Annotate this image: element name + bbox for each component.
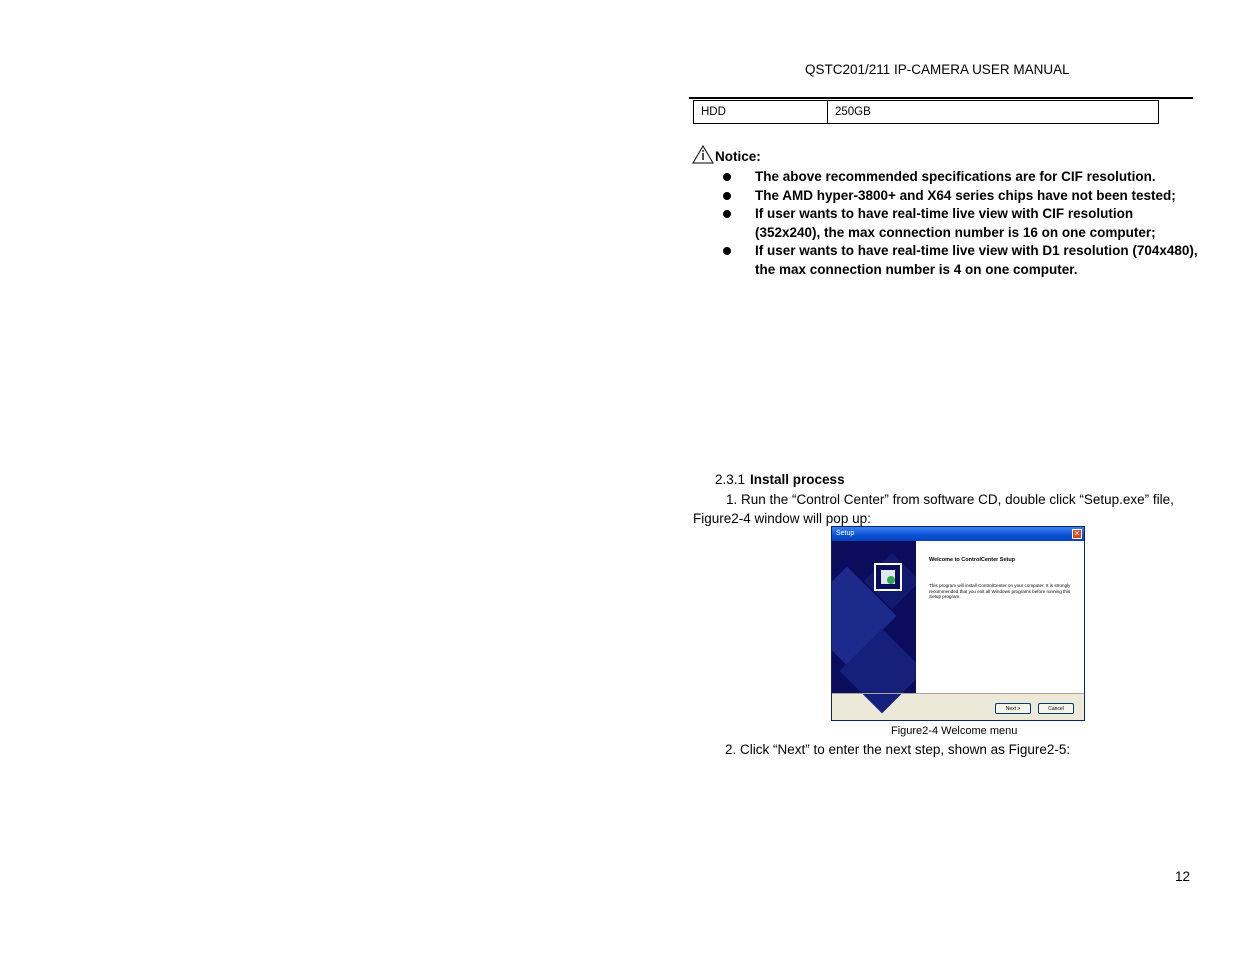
notice-item-text: If user wants to have real-time live view with CIF resolution (352x240), the max connection number is 16 on one computer; (755, 206, 1156, 240)
step-1-paragraph: 1. Run the “Control Center” from software CD, double click “Setup.exe” file, Figure2-4 window will pop up: (693, 492, 1174, 526)
warning-info-icon (692, 145, 714, 164)
spec-value-cell: 250GB (828, 101, 1159, 124)
section-heading (715, 472, 845, 487)
setup-welcome-text: This program will install ControlCenter on your computer. It is strongly recommended that you exit all Windows programs before running this Setup program. (929, 583, 1071, 600)
button-separator (832, 693, 1084, 694)
bullet-icon (723, 210, 731, 218)
figure-caption: Figure2-4 Welcome menu (891, 725, 1018, 737)
setup-welcome-heading: Welcome to ControlCenter Setup (929, 557, 1016, 563)
list-item (722, 242, 1202, 279)
table-row (694, 101, 1159, 124)
bullet-icon (723, 192, 731, 200)
close-icon[interactable]: ✕ (1073, 529, 1081, 538)
installer-check-icon (887, 576, 895, 584)
setup-window-screenshot (831, 526, 1085, 721)
setup-content-panel (916, 541, 1084, 693)
list-item (722, 187, 1202, 206)
installer-logo-icon (874, 563, 902, 591)
notice-heading (692, 145, 761, 164)
bullet-icon (723, 247, 731, 255)
notice-item-text: If user wants to have real-time live view with D1 resolution (704x480), the max connection number is 4 on one computer. (755, 243, 1198, 277)
page-header: QSTC201/211 IP-CAMERA USER MANUAL (805, 62, 1070, 77)
window-titlebar (832, 527, 1084, 541)
notice-list (722, 168, 1202, 280)
step-2-paragraph: 2. Click “Next” to enter the next step, shown as Figure2-5: (725, 742, 1071, 757)
next-button[interactable]: Next > (995, 703, 1031, 714)
spec-label-cell: HDD (694, 101, 828, 124)
bullet-icon (723, 173, 731, 181)
section-number: 2.3.1 (715, 472, 746, 487)
notice-item-text: The AMD hyper-3800+ and X64 series chips have not been tested; (755, 187, 1176, 203)
notice-label: Notice: (715, 149, 761, 164)
header-rule (689, 97, 1193, 99)
list-item (722, 205, 1202, 242)
cancel-button[interactable]: Cancel (1038, 703, 1074, 714)
section-title: Install process (750, 472, 845, 487)
page-number: 12 (1175, 869, 1191, 884)
spec-table (693, 100, 1159, 124)
list-item (722, 168, 1202, 187)
window-title: Setup (836, 530, 855, 537)
setup-side-banner (832, 541, 916, 693)
notice-item-text: The above recommended specifications are for CIF resolution. (755, 169, 1156, 184)
